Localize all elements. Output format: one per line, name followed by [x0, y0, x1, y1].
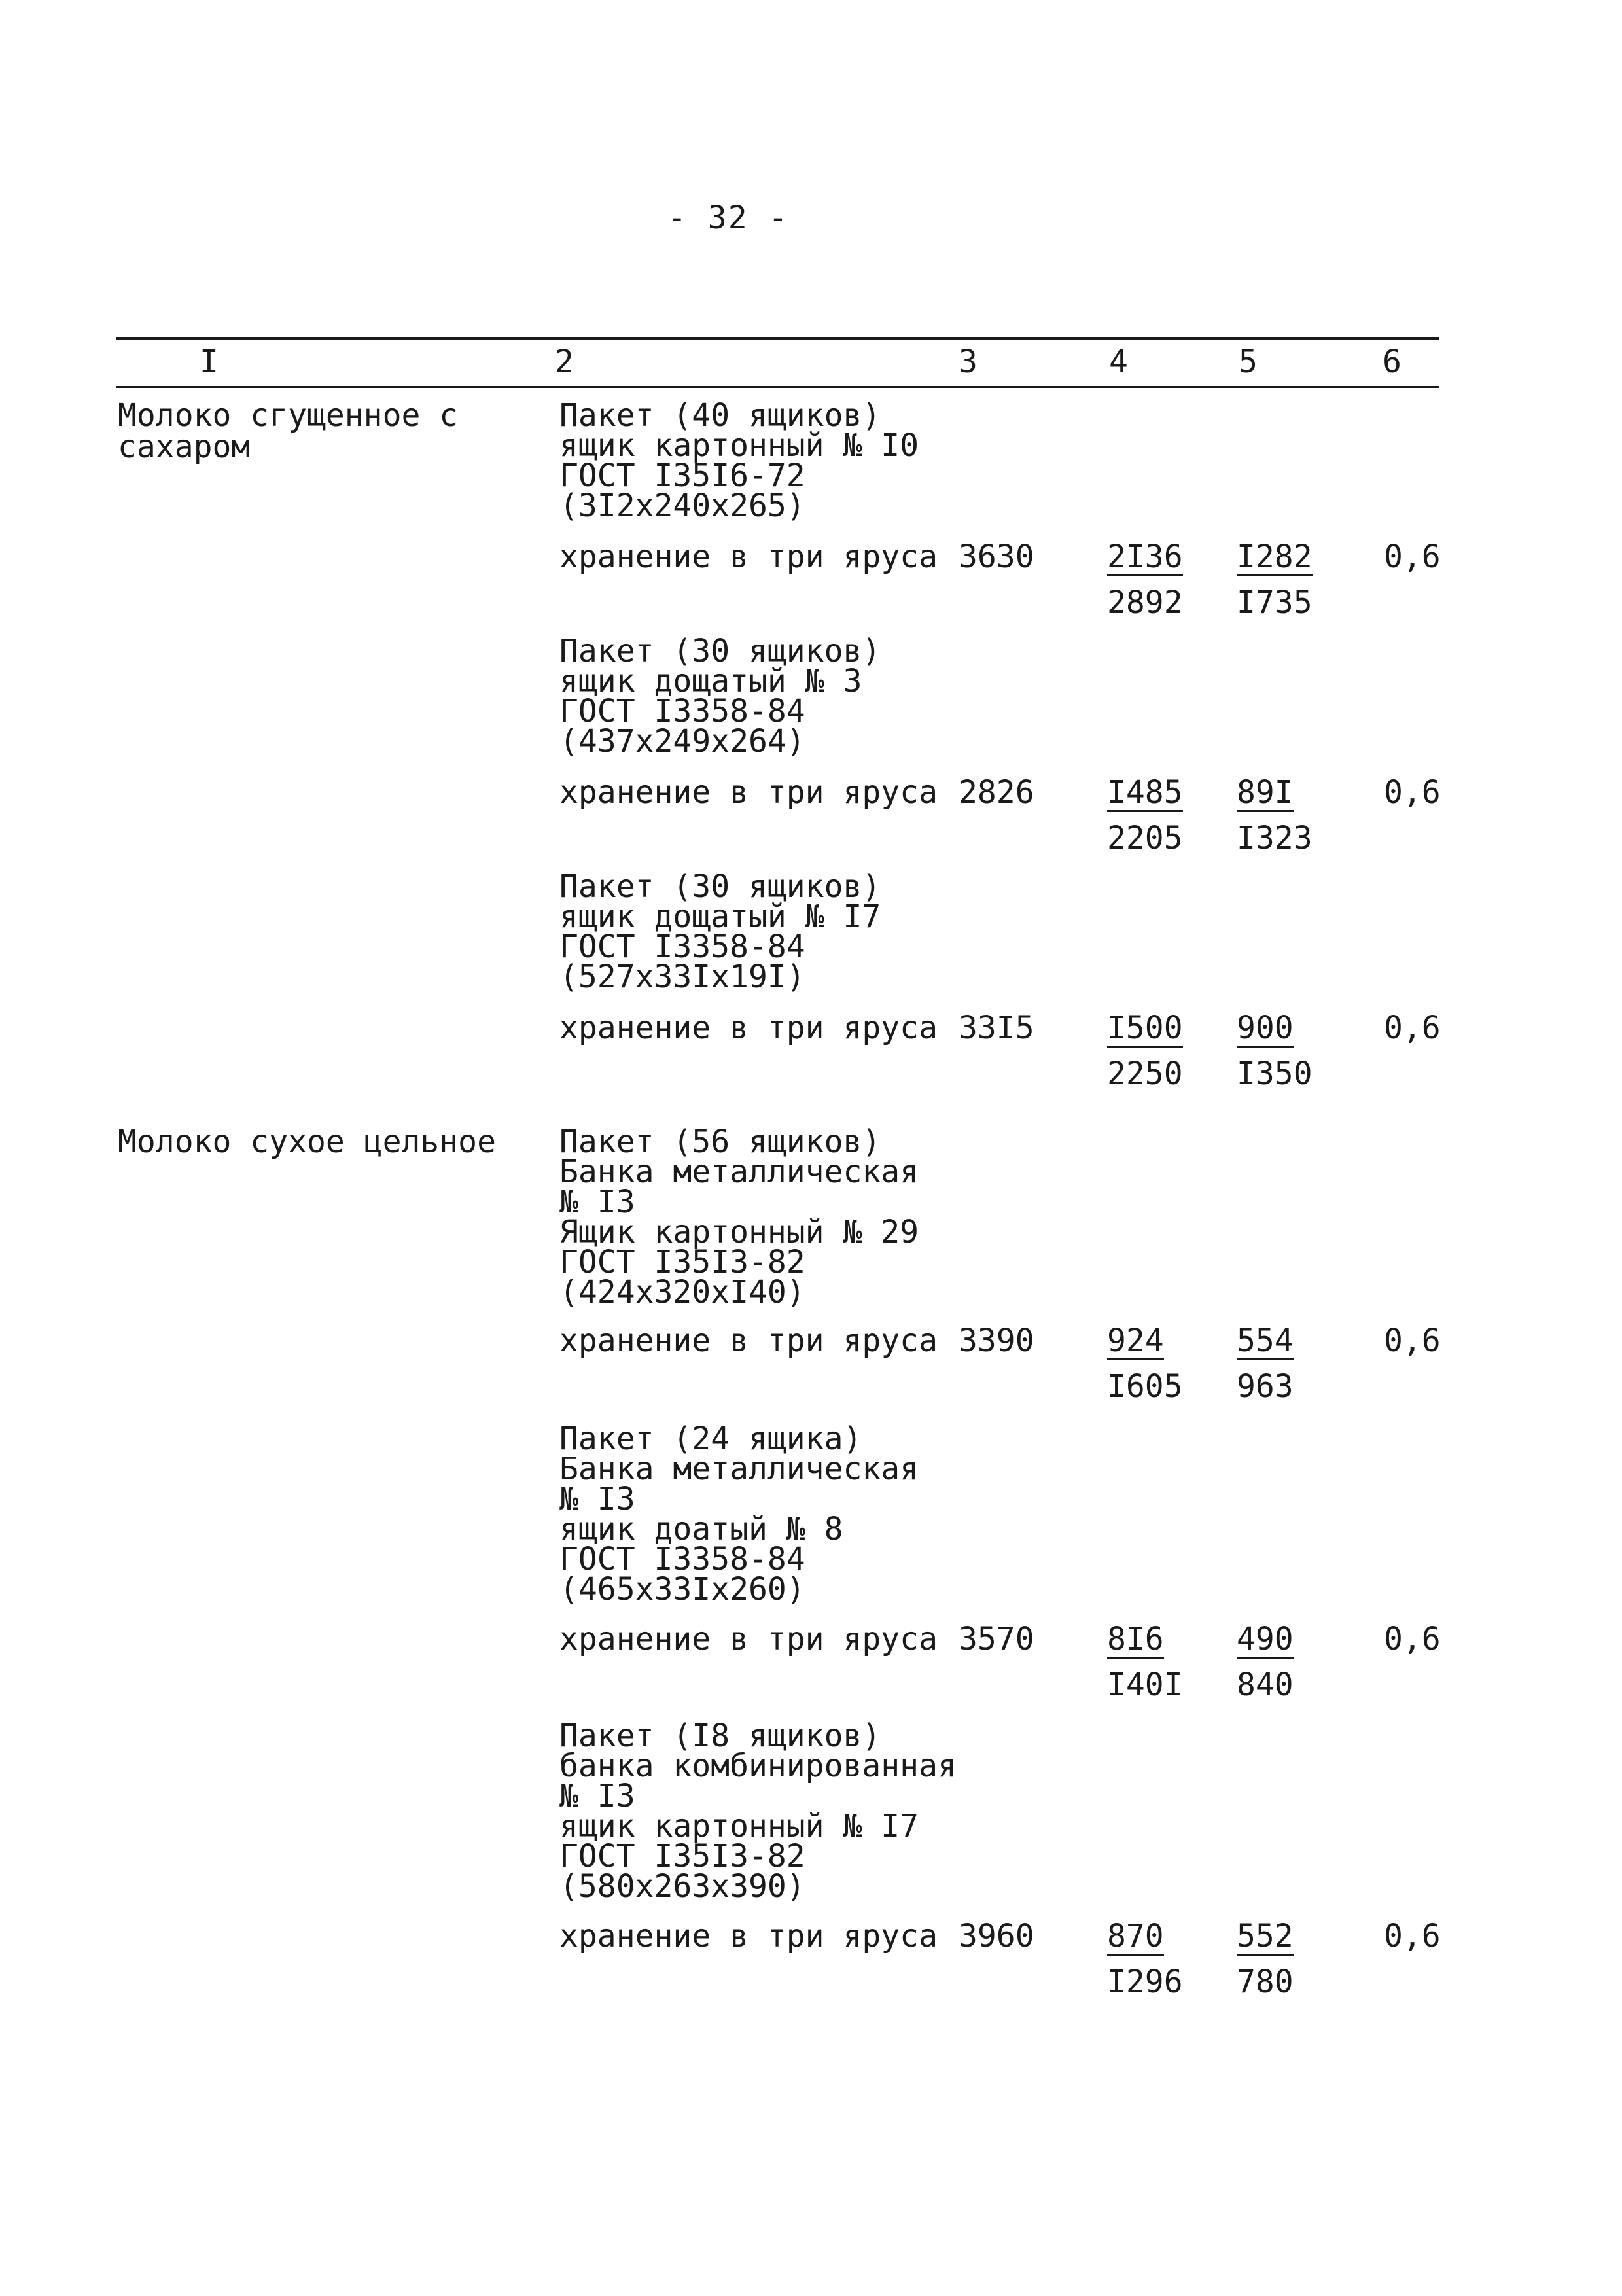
col5-numerator: I282 — [1237, 539, 1313, 575]
package-desc-line: (424x320xI40) — [559, 1274, 805, 1311]
package-desc-line: (465x33Ix260) — [559, 1571, 805, 1608]
storage-label: хранение в три яруса — [559, 1010, 938, 1046]
page-number: - 32 - — [667, 200, 789, 236]
storage-label: хранение в три яруса — [559, 1322, 938, 1359]
package-desc-line: Пакет (I8 ящиков) — [559, 1718, 881, 1754]
package-desc-line: (527x33Ix19I) — [559, 959, 805, 995]
package-desc-line: Банка металлическая — [559, 1154, 919, 1190]
col3-value: 3570 — [959, 1621, 1034, 1657]
package-desc-line: (580x263x390) — [559, 1868, 805, 1905]
package-desc-line: ящик картонный № I0 — [559, 427, 919, 464]
col5-denominator: I323 — [1237, 820, 1313, 857]
col6-value: 0,6 — [1384, 774, 1441, 811]
package-desc-line: Пакет (30 ящиков) — [559, 868, 881, 905]
package-desc-line: № I3 — [559, 1778, 635, 1814]
col5-numerator: 900 — [1237, 1010, 1294, 1046]
package-desc-line: Ящик картонный № 29 — [559, 1214, 919, 1250]
col5-denominator: 840 — [1237, 1667, 1294, 1703]
header-col-2: 2 — [555, 344, 574, 380]
package-desc-line: ящик картонный № I7 — [559, 1808, 919, 1845]
storage-label: хранение в три яруса — [559, 539, 938, 575]
package-desc-line: ГОСТ I3358-84 — [559, 1541, 805, 1578]
col4-numerator: I500 — [1107, 1010, 1183, 1046]
col5-numerator: 490 — [1237, 1621, 1294, 1657]
col6-value: 0,6 — [1384, 1918, 1441, 1954]
package-desc-line: № I3 — [559, 1481, 635, 1517]
package-desc-line: Пакет (24 ящика) — [559, 1421, 862, 1457]
package-desc-line: Пакет (40 ящиков) — [559, 397, 881, 434]
header-col-1: I — [200, 344, 219, 380]
col4-denominator: 2892 — [1107, 584, 1183, 621]
package-desc-line: (3I2x240x265) — [559, 487, 805, 524]
product-name: Молоко сухое цельное — [118, 1123, 496, 1160]
package-desc-line: ящик дощатый № 3 — [559, 663, 862, 699]
col5-numerator: 554 — [1237, 1322, 1294, 1359]
header-col-6: 6 — [1383, 344, 1402, 380]
package-desc-line: (437x249x264) — [559, 723, 805, 760]
col4-numerator: I485 — [1107, 774, 1183, 811]
col3-value: 3960 — [959, 1918, 1034, 1954]
col4-denominator: I40I — [1107, 1667, 1183, 1703]
package-desc-line: № I3 — [559, 1184, 635, 1220]
header-col-4: 4 — [1109, 344, 1128, 380]
col5-denominator: 780 — [1237, 1964, 1294, 2000]
package-desc-line: ГОСТ I35I3-82 — [559, 1244, 805, 1280]
col6-value: 0,6 — [1384, 1621, 1441, 1657]
col3-value: 3390 — [959, 1322, 1034, 1359]
col3-value: 33I5 — [959, 1010, 1034, 1046]
col4-numerator: 870 — [1107, 1918, 1164, 1954]
package-desc-line: ГОСТ I35I6-72 — [559, 457, 805, 494]
col4-numerator: 924 — [1107, 1322, 1164, 1359]
package-desc-line: Пакет (30 ящиков) — [559, 633, 881, 669]
product-name: сахаром — [118, 429, 251, 465]
col5-denominator: I350 — [1237, 1055, 1313, 1092]
storage-label: хранение в три яруса — [559, 1621, 938, 1657]
table-top-rule — [116, 337, 1439, 340]
col6-value: 0,6 — [1384, 1322, 1441, 1359]
col4-denominator: 2250 — [1107, 1055, 1183, 1092]
col4-numerator: 8I6 — [1107, 1621, 1164, 1657]
package-desc-line: ГОСТ I35I3-82 — [559, 1838, 805, 1875]
package-desc-line: ящик дощатый № I7 — [559, 898, 881, 935]
col3-value: 3630 — [959, 539, 1034, 575]
col4-denominator: I296 — [1107, 1964, 1183, 2000]
col5-denominator: I735 — [1237, 584, 1313, 621]
col6-value: 0,6 — [1384, 539, 1441, 575]
table-header-rule — [116, 386, 1439, 388]
package-desc-line: ГОСТ I3358-84 — [559, 693, 805, 730]
col4-numerator: 2I36 — [1107, 539, 1183, 575]
storage-label: хранение в три яруса — [559, 1918, 938, 1954]
col3-value: 2826 — [959, 774, 1034, 811]
package-desc-line: ящик доатый № 8 — [559, 1511, 843, 1547]
col5-numerator: 89I — [1237, 774, 1294, 811]
col4-denominator: I605 — [1107, 1368, 1183, 1405]
col5-denominator: 963 — [1237, 1368, 1294, 1405]
header-col-3: 3 — [959, 344, 978, 380]
header-col-5: 5 — [1239, 344, 1258, 380]
package-desc-line: Банка металлическая — [559, 1451, 919, 1487]
package-desc-line: банка комбинированная — [559, 1748, 957, 1784]
product-name: Молоко сгущенное с — [118, 397, 459, 434]
package-desc-line: Пакет (56 ящиков) — [559, 1123, 881, 1160]
storage-label: хранение в три яруса — [559, 774, 938, 811]
col6-value: 0,6 — [1384, 1010, 1441, 1046]
col4-denominator: 2205 — [1107, 820, 1183, 857]
col5-numerator: 552 — [1237, 1918, 1294, 1954]
package-desc-line: ГОСТ I3358-84 — [559, 928, 805, 965]
